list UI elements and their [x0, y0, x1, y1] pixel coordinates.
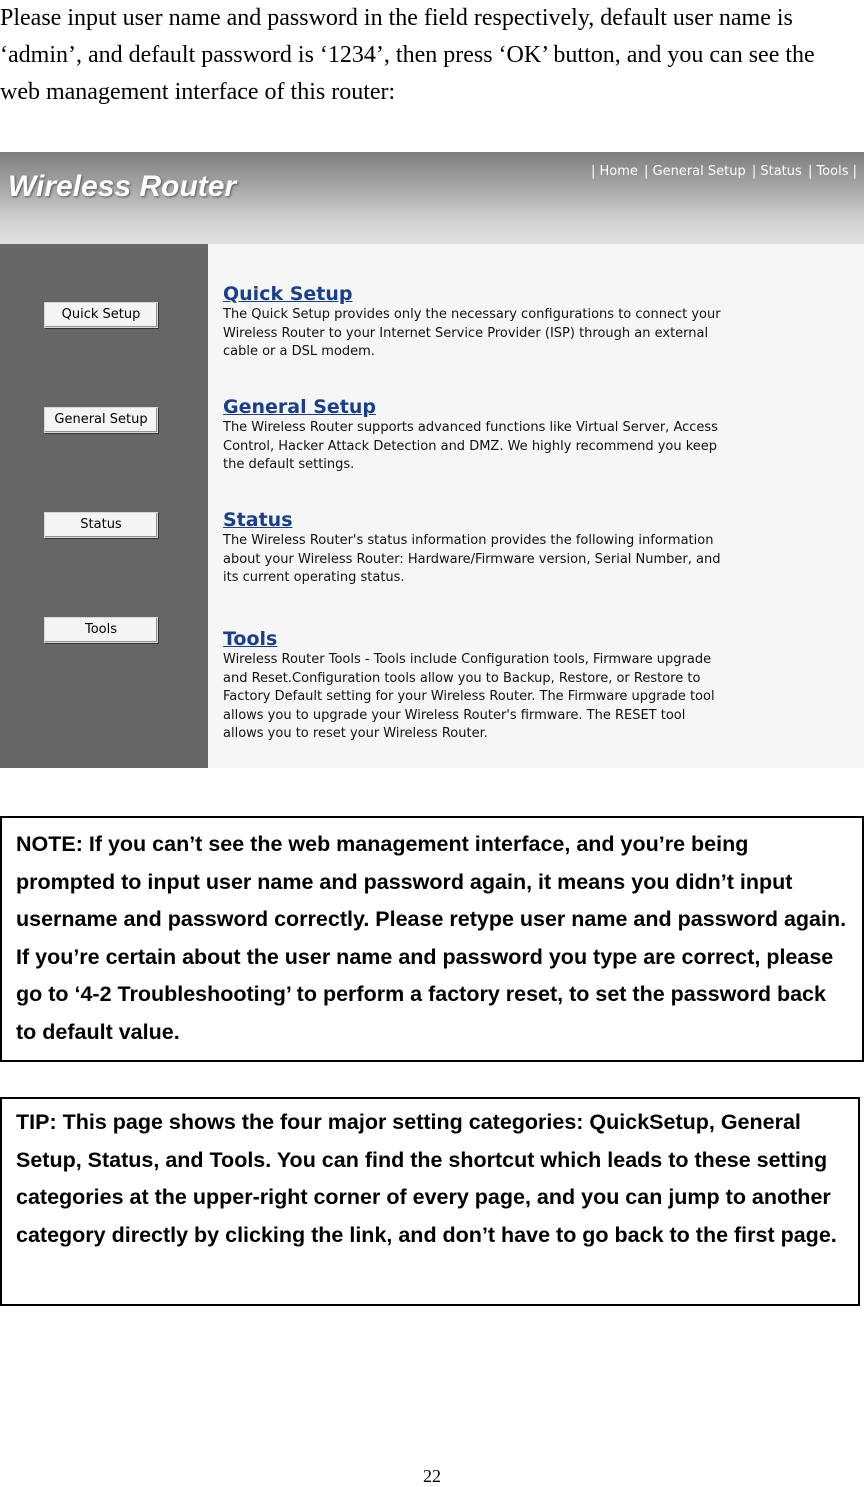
section-desc-general-setup: The Wireless Router supports advanced functions like Virtual Server, Access Control, Hacker Attack Detection and DMZ. We highly recommend you keep the default settings. — [223, 420, 718, 472]
note-box — [0, 816, 864, 1062]
section-desc-quick-setup: The Quick Setup provides only the necessary configurations to connect your Wireless Router to your Internet Service Provider (ISP) through an external cable or a DSL modem. — [223, 307, 721, 359]
section-title-tools[interactable]: Tools — [223, 628, 278, 650]
section-desc-tools: Wireless Router Tools - Tools include Configuration tools, Firmware upgrade and Reset.Configuration tools allow you to Backup, Restore, or Restore to Factory Default setting for your Wireless Router. The Firmware upgrade tool allows you to upgrade your Wireless Router's firmware. The RESET tool allows you to reset your Wireless Router. — [223, 652, 715, 741]
router-content — [208, 244, 864, 768]
section-tools — [223, 627, 723, 744]
status-button[interactable]: Status — [44, 512, 158, 538]
router-header — [0, 152, 864, 244]
page-number: 22 — [423, 1466, 441, 1486]
top-nav-links — [590, 164, 858, 179]
intro-paragraph: Please input user name and password in the field respectively, default user name is ‘admin’, and default password is ‘1234’, then press ‘OK’ button, and you can see the web management interface of this router: — [0, 5, 815, 105]
section-title-general-setup[interactable]: General Setup — [223, 396, 376, 418]
section-quick-setup — [223, 282, 723, 362]
section-status — [223, 508, 723, 588]
general-setup-button[interactable]: General Setup — [44, 407, 158, 433]
section-title-status[interactable]: Status — [223, 509, 293, 531]
tip-text: TIP: This page shows the four major setting categories: QuickSetup, General Setup, Status, and Tools. You can find the shortcut which leads to these setting categories at the upper-right corner of every page, and you can jump to another category directly by clicking the link, and don’t have to go back to the first page. — [16, 1110, 837, 1247]
tools-button[interactable]: Tools — [44, 617, 158, 643]
top-link-status[interactable]: | Status — [751, 164, 802, 179]
section-title-quick-setup[interactable]: Quick Setup — [223, 283, 353, 305]
note-text: NOTE: If you can’t see the web management interface, and you’re being prompted to input user name and password again, it means you didn’t input username and password correctly. Please retype user name and password again. If you’re certain about the user name and password you type are correct, please go to ‘4-2 Troubleshooting’ to perform a factory reset, to set the password back to default value. — [16, 832, 847, 1044]
quick-setup-button[interactable]: Quick Setup — [44, 302, 158, 328]
section-general-setup — [223, 395, 723, 475]
router-screenshot — [0, 152, 864, 768]
top-link-home[interactable]: | Home — [590, 164, 638, 179]
router-sidebar — [0, 244, 208, 768]
tip-box — [0, 1097, 860, 1306]
router-brand-logo: Wireless Router — [8, 170, 237, 203]
section-desc-status: The Wireless Router's status information provides the following information about your Wireless Router: Hardware/Firmware version, Serial Number, and its current operating status. — [223, 533, 721, 585]
top-link-tools[interactable]: | Tools | — [807, 164, 857, 179]
top-link-general-setup[interactable]: | General Setup — [644, 164, 746, 179]
